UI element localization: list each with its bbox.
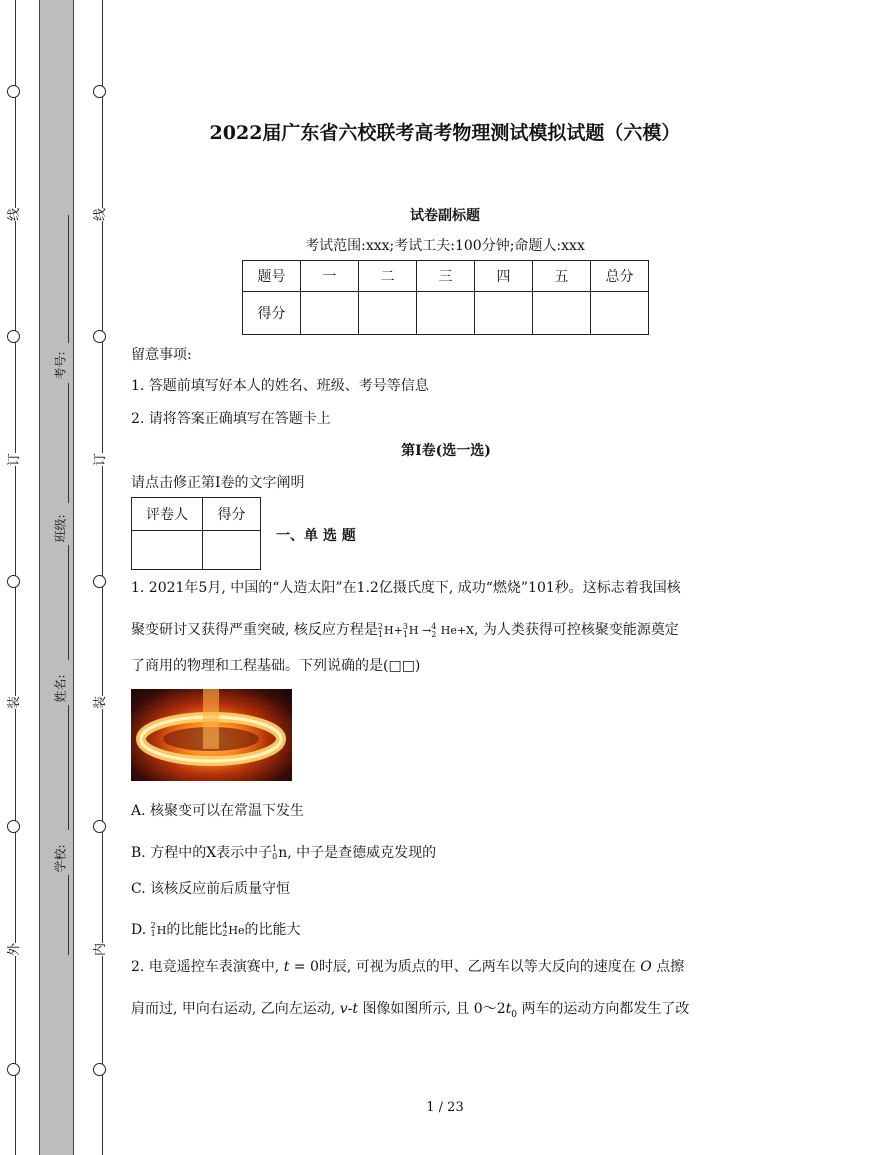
- hole-icon: [93, 330, 106, 343]
- exam-number-label: 考号:: [53, 351, 68, 380]
- inner-margin-char: 装: [89, 696, 108, 709]
- q1-line: 聚变研讨又获得严重突破, 核反应方程是2 1H+3 1H →4 2 He+X, 为人类获得可控核聚变能源奠定: [131, 622, 679, 639]
- inner-margin-char: 订: [89, 453, 108, 466]
- hole-icon: [7, 85, 20, 98]
- inner-margin-char: 内: [89, 943, 108, 956]
- page-subtitle: 试卷副标题: [410, 208, 480, 224]
- q2-line: 2. 电竞遥控车表演赛中, t = 0时辰, 可视为质点的甲、乙两车以等大反向的速度在 O 点擦: [131, 959, 685, 975]
- section-note: 请点击修正第I卷的文字阐明: [131, 475, 305, 491]
- option-c: C. 该核反应前后质量守恒: [131, 881, 291, 897]
- grader-header: 得分: [203, 498, 261, 531]
- q1-line: 1. 2021年5月, 中国的“人造太阳”在1.2亿摄氏度下, 成功“燃烧”101秒。这标志着我国核: [131, 580, 681, 596]
- outer-margin-char: 订: [3, 453, 22, 466]
- score-cell[interactable]: [301, 292, 359, 335]
- hole-icon: [93, 1063, 106, 1076]
- q2-line: 肩而过, 甲向右运动, 乙向左运动, v-t 图像如图所示, 且 $0\sim 2t_0$ 两车的运动方向都发生了改: [131, 1001, 690, 1020]
- class-label: 班级:: [53, 514, 68, 543]
- fusion-reactor-image: [131, 689, 292, 781]
- option-a: A. 核聚变可以在常温下发生: [131, 803, 305, 819]
- hole-icon: [93, 820, 106, 833]
- score-header: 一: [301, 261, 359, 292]
- score-cell[interactable]: [475, 292, 533, 335]
- score-header: 四: [475, 261, 533, 292]
- q1-line: 了商用的物理和工程基础。下列说确的是(□□): [131, 658, 421, 674]
- notice-item: 1. 答题前填写好本人的姓名、班级、考号等信息: [131, 378, 429, 394]
- hole-icon: [93, 85, 106, 98]
- notice-heading: 留意事项:: [131, 347, 192, 363]
- score-header: 总分: [591, 261, 649, 292]
- option-b: B. 方程中的X表示中子1 0n, 中子是查德威克发现的: [131, 844, 437, 861]
- hole-icon: [7, 330, 20, 343]
- name-label: 姓名:: [53, 674, 68, 703]
- school-label: 学校:: [53, 844, 68, 873]
- outer-margin-char: 线: [3, 208, 22, 221]
- score-row-label: 得分: [243, 292, 301, 335]
- notice-item: 2. 请将答案正确填写在答题卡上: [131, 411, 331, 427]
- score-cell[interactable]: [359, 292, 417, 335]
- part-title: 一、单 选 题: [276, 528, 356, 544]
- grader-cell[interactable]: [132, 531, 203, 570]
- page-title: 2022届广东省六校联考高考物理测试模拟试题（六模）: [209, 122, 681, 144]
- score-cell[interactable]: [533, 292, 591, 335]
- score-header: 三: [417, 261, 475, 292]
- outer-margin-char: 装: [3, 696, 22, 709]
- grader-table: [131, 497, 261, 570]
- grader-cell[interactable]: [203, 531, 261, 570]
- score-header: 题号: [243, 261, 301, 292]
- score-header: 二: [359, 261, 417, 292]
- hole-icon: [7, 1063, 20, 1076]
- page-number: 1 / 23: [426, 1100, 464, 1115]
- score-header: 五: [533, 261, 591, 292]
- inner-margin-char: 线: [89, 208, 108, 221]
- outer-margin-char: 外: [3, 943, 22, 956]
- option-d: D. 2 1H的比能比4 2He的比能大: [131, 921, 301, 938]
- score-table: [242, 260, 649, 335]
- nuclear-equation: 2 1H+3 1H →4 2 He+X: [377, 622, 474, 639]
- score-cell[interactable]: [591, 292, 649, 335]
- grader-header: 评卷人: [132, 498, 203, 531]
- hole-icon: [93, 575, 106, 588]
- score-cell[interactable]: [417, 292, 475, 335]
- section-title: 第I卷(选一选): [401, 443, 491, 459]
- hole-icon: [7, 575, 20, 588]
- hole-icon: [7, 820, 20, 833]
- exam-info: 考试范围:xxx;考试工夫:100分钟;命题人:xxx: [305, 238, 585, 254]
